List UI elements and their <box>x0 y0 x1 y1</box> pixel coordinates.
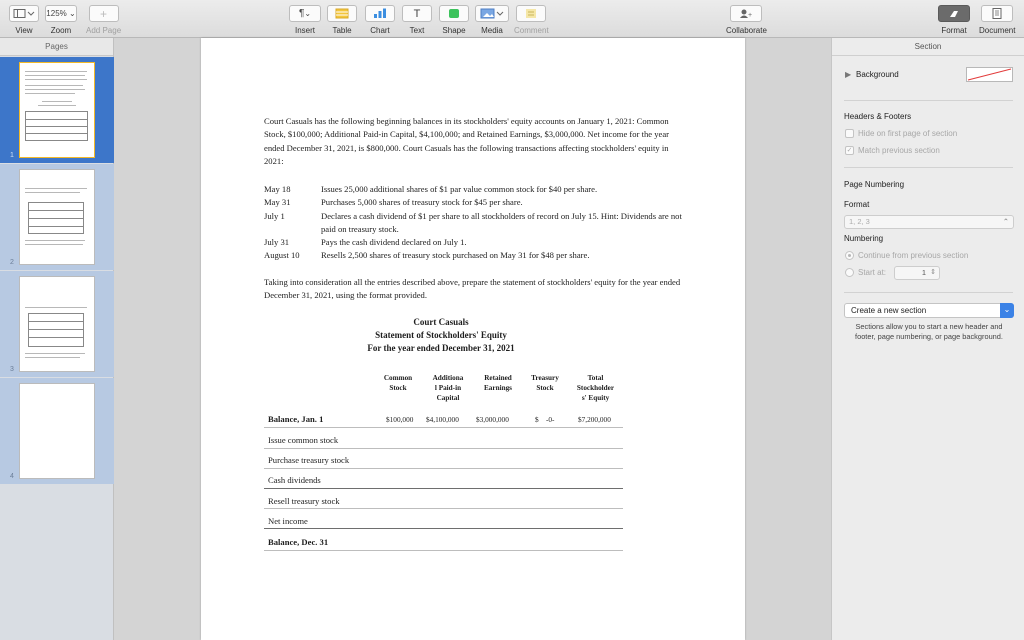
text-icon[interactable]: T <box>402 5 432 22</box>
format-label: Format <box>941 26 967 35</box>
row-label: Cash dividends <box>268 475 321 485</box>
page-thumbnail[interactable] <box>19 169 95 265</box>
page-thumbnail[interactable] <box>19 383 95 479</box>
headers-footers-heading: Headers & Footers <box>844 112 912 121</box>
intro-paragraph[interactable]: Court Casuals has the following beginning balances in its stockholders' equity accounts on January 1, 2021: Common Stock, $100,000; Additional Paid-in Capital, $4,100,000; and Retained Earnings, $3,000,000. Net income for the year ended December 31, 2021, is $800,000. Court Casuals has the following transactions affecting stockholders' equity in 2021: <box>264 116 670 166</box>
number-format-select[interactable] <box>844 215 1014 229</box>
add-page-control[interactable] <box>86 5 121 35</box>
collaborate-icon[interactable] <box>730 5 762 22</box>
view-label: View <box>15 26 33 35</box>
page-number: 2 <box>10 259 14 266</box>
stepper-icon: ⌃ <box>1002 217 1009 226</box>
comment-label: Comment <box>514 26 549 35</box>
shape-icon[interactable] <box>439 5 469 22</box>
column-header: Treasury Stock <box>531 374 559 392</box>
instruction-paragraph[interactable]: Taking into consideration all the entries described above, prepare the statement of stockholders' equity for the year ended December 31, 2021, using the format provided. <box>264 277 681 301</box>
document-control[interactable] <box>979 5 1015 35</box>
statement-period: For the year ended December 31, 2021 <box>367 343 515 353</box>
zoom-value: 125% <box>46 9 67 18</box>
continue-previous-label: Continue from previous section <box>858 251 969 260</box>
paintbrush-icon[interactable] <box>938 5 970 22</box>
comment-control[interactable] <box>514 5 549 35</box>
pages-header: Pages <box>0 38 113 56</box>
document-label: Document <box>979 26 1016 35</box>
transaction-date: May 18 <box>264 184 291 194</box>
insert-control[interactable] <box>289 5 321 35</box>
format-field-label: Format <box>844 200 870 209</box>
view-control[interactable] <box>9 5 39 35</box>
page-thumbnail-row[interactable] <box>0 164 114 270</box>
row-label: Net income <box>268 516 308 526</box>
transaction-row <box>264 183 684 196</box>
zoom-control[interactable] <box>45 5 77 35</box>
format-inspector <box>831 38 1024 640</box>
transaction-row <box>264 196 684 209</box>
paragraph-icon[interactable]: ¶ ⌄ <box>289 5 321 22</box>
transaction-text: Issues 25,000 additional shares of $1 par value common stock for $40 per share. <box>321 184 598 194</box>
table-icon[interactable] <box>327 5 357 22</box>
match-previous-label: Match previous section <box>858 146 940 155</box>
add-page-label: Add Page <box>86 26 122 35</box>
zoom-label: Zoom <box>50 26 72 35</box>
document-page[interactable] <box>201 38 745 640</box>
page-thumbnail-row[interactable] <box>0 57 114 163</box>
media-control[interactable] <box>475 5 509 35</box>
shape-control[interactable] <box>439 5 469 35</box>
shape-label: Shape <box>442 26 466 35</box>
row-label: Purchase treasury stock <box>268 455 350 465</box>
match-previous-checkbox[interactable]: ✓ <box>846 147 853 154</box>
start-at-label: Start at: <box>858 268 887 277</box>
transaction-row <box>264 236 684 249</box>
row-label: Resell treasury stock <box>268 496 340 506</box>
disclosure-triangle-icon[interactable]: ▶ <box>845 70 852 79</box>
transaction-text: Resells 2,500 shares of treasury stock purchased on May 31 for $48 per share. <box>321 250 590 261</box>
hide-first-page-checkbox[interactable] <box>845 129 854 138</box>
collaborate-control[interactable] <box>726 5 767 35</box>
table-cell[interactable]: $3,000,000 <box>476 415 509 424</box>
toolbar <box>0 0 1024 38</box>
text-control[interactable] <box>402 5 432 35</box>
zoom-select[interactable] <box>45 5 77 22</box>
column-header: Additiona l Paid-in Capital <box>432 374 464 402</box>
page-number: 1 <box>10 152 14 159</box>
transaction-date: August 10 <box>264 250 300 261</box>
document-canvas <box>115 38 831 640</box>
statement-title: Statement of Stockholders' Equity <box>375 330 507 340</box>
media-label: Media <box>481 26 503 35</box>
no-fill-icon <box>967 68 1012 81</box>
page-thumbnail[interactable] <box>19 276 95 372</box>
column-header: Common Stock <box>383 374 413 392</box>
table-cell[interactable]: $7,200,000 <box>578 415 611 424</box>
create-section-label: Create a new section <box>851 306 927 315</box>
start-at-value: 1 <box>921 268 926 277</box>
transaction-row <box>264 249 684 262</box>
plus-icon[interactable]: + <box>89 5 119 22</box>
insert-label: Insert <box>294 26 315 35</box>
create-section-popup[interactable] <box>844 303 1014 318</box>
background-swatch[interactable] <box>966 67 1013 82</box>
start-at-radio[interactable] <box>845 268 854 277</box>
page-thumbnail[interactable] <box>19 62 95 158</box>
text-label: Text <box>409 26 425 35</box>
page-number: 3 <box>10 366 14 373</box>
background-label[interactable]: Background <box>856 70 899 79</box>
transaction-date: May 31 <box>264 197 291 208</box>
table-cell[interactable]: $4,100,000 <box>426 415 459 424</box>
table-cell[interactable]: $ -0- <box>535 415 555 424</box>
statement-company: Court Casuals <box>413 317 469 327</box>
chevron-down-icon: ⌄ <box>69 9 76 18</box>
table-cell[interactable]: $100,000 <box>386 415 414 424</box>
table-label: Table <box>332 26 352 35</box>
transaction-date: July 1 <box>264 210 285 221</box>
pages-sidebar <box>0 38 114 640</box>
chart-label: Chart <box>370 26 390 35</box>
transaction-row <box>264 210 684 237</box>
section-help-text: Sections allow you to start a new header and footer, page numbering, or page background. <box>855 322 1003 341</box>
chart-icon[interactable] <box>365 5 395 22</box>
number-format-value: 1, 2, 3 <box>849 217 870 226</box>
comment-icon[interactable] <box>516 5 546 22</box>
page-thumbnail-row[interactable] <box>0 378 114 484</box>
row-label: Issue common stock <box>268 435 339 445</box>
column-header: Retained Earnings <box>484 374 512 392</box>
transaction-text: Declares a cash dividend of $1 per share to all stockholders of record on July 15. Hint: Dividends are not paid on treasury stock. <box>321 210 682 234</box>
svg-text:+: + <box>748 12 753 19</box>
row-label: Balance, Jan. 1 <box>268 414 324 424</box>
page-numbering-heading: Page Numbering <box>844 180 905 189</box>
start-at-field[interactable] <box>894 266 940 280</box>
transaction-date: July 31 <box>264 237 290 248</box>
media-icon[interactable] <box>475 5 509 22</box>
table-control[interactable] <box>327 5 357 35</box>
stepper-icon: ⇕ <box>930 269 936 276</box>
format-control[interactable] <box>938 5 970 35</box>
inspector-tab-section[interactable]: Section <box>832 38 1024 56</box>
row-label: Balance, Dec. 31 <box>268 537 329 547</box>
collaborate-label: Collaborate <box>726 26 767 35</box>
chart-control[interactable] <box>365 5 395 35</box>
transactions-list[interactable] <box>264 183 684 263</box>
page-thumbnail-row[interactable] <box>0 271 114 377</box>
chevron-down-icon: ⌄ <box>1000 303 1014 318</box>
sidebar-toggle-icon[interactable] <box>9 5 39 22</box>
document-icon[interactable] <box>981 5 1013 22</box>
hide-first-page-label: Hide on first page of section <box>858 129 958 138</box>
numbering-label: Numbering <box>844 234 884 243</box>
continue-previous-radio[interactable] <box>845 251 854 260</box>
page-number: 4 <box>10 473 14 480</box>
column-header: Total Stockholder s' Equity <box>576 374 615 402</box>
transaction-text: Purchases 5,000 shares of treasury stock for $45 per share. <box>321 197 523 208</box>
transaction-text: Pays the cash dividend declared on July 1. <box>321 237 467 248</box>
